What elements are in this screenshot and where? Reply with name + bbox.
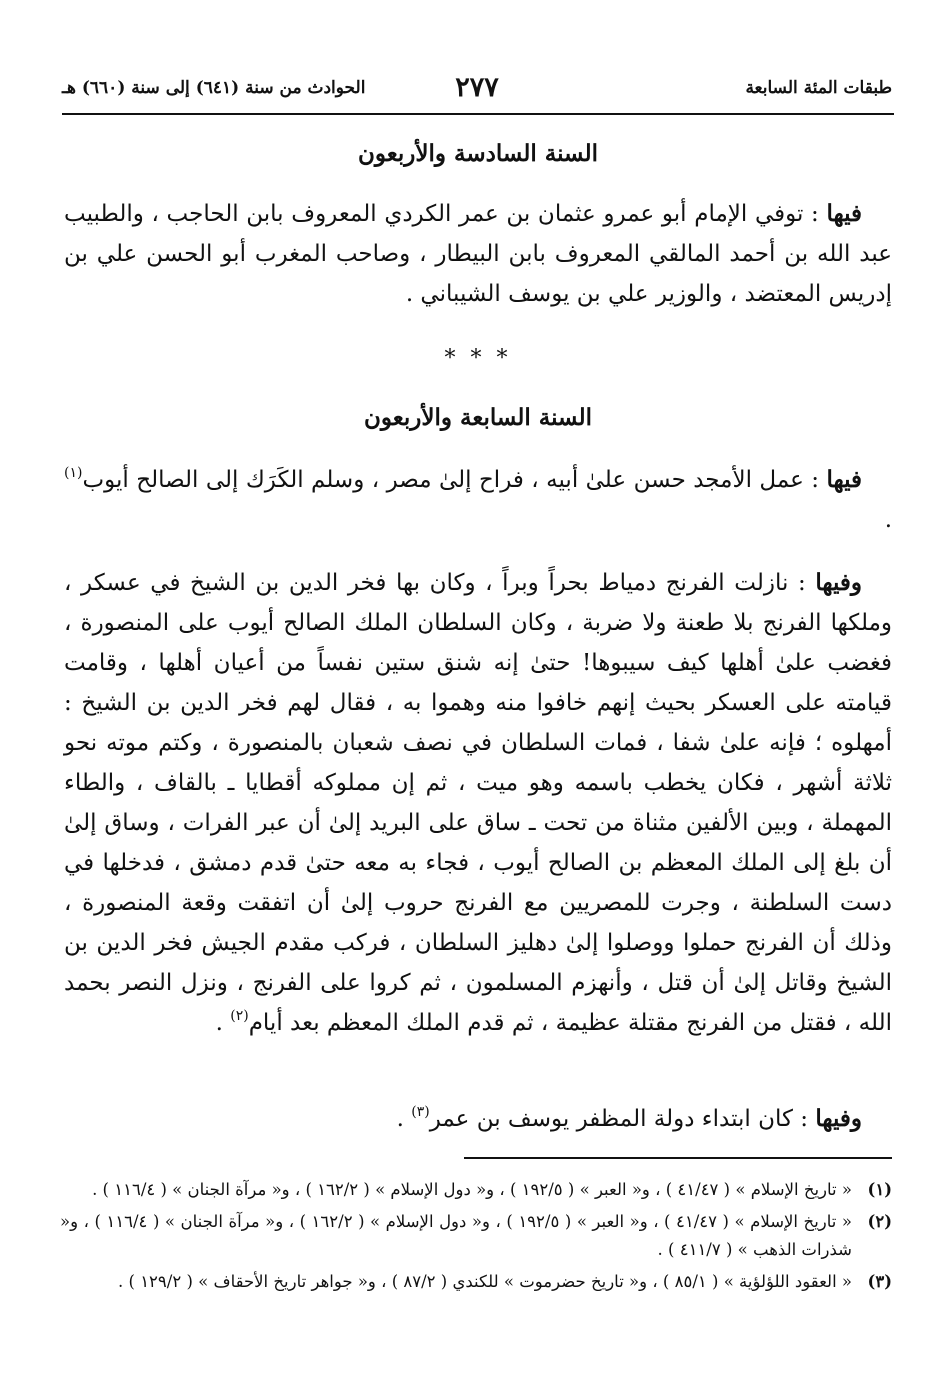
- footnote-text: « العقود اللؤلؤية » ( ٨٥/١ ) ، و« تاريخ حضرموت » للكندي ( ٨٧/٢ ) ، و« جواهر تاريخ الأحقاف » ( ١٢٩/٢ ) .: [118, 1272, 852, 1291]
- footnote: [60, 1176, 892, 1204]
- paragraph-year-47-damietta: [64, 563, 892, 1043]
- header-rule: [62, 113, 894, 115]
- footnote: [60, 1268, 892, 1296]
- paragraph-lead: فيها: [826, 200, 862, 227]
- paragraph-lead: وفيها: [815, 569, 862, 596]
- paragraph-year-47-first: [64, 460, 892, 540]
- footnotes: [60, 1176, 892, 1300]
- section-heading-year-47: السنة السابعة والأربعون: [364, 404, 592, 431]
- paragraph-tail: .: [396, 1106, 412, 1132]
- footnote-number: (١): [867, 1180, 892, 1199]
- page-number: ٢٧٧: [455, 72, 499, 103]
- paragraph-text: : توفي الإمام أبو عمرو عثمان بن عمر الكردي المعروف بابن الحاجب ، والطبيب عبد الله بن أحمد المالقي المعروف بابن البيطار ، وصاحب المغرب أبو الحسن علي بن إدريس المعتضد ، والوزير علي بن يوسف الشيباني .: [64, 201, 892, 307]
- footnote-text: « تاريخ الإسلام » ( ٤١/٤٧ ) ، و« العبر » ( ١٩٢/٥ ) ، و« دول الإسلام » ( ١٦٢/٢ ) ، و« مرآة الجنان » ( ١١٦/٤ ) ، و« شذرات الذهب » ( ٤١١/٧ ) .: [60, 1212, 852, 1259]
- paragraph-text: : عمل الأمجد حسن علىٰ أبيه ، فراح إلىٰ مصر ، وسلم الكَرَك إلى الصالح أيوب: [82, 467, 827, 493]
- footnote-rule: [464, 1157, 892, 1159]
- footnote-number: (٣): [867, 1272, 892, 1291]
- paragraph-year-46: [64, 194, 892, 314]
- footnote-text: « تاريخ الإسلام » ( ٤١/٤٧ ) ، و« العبر » ( ١٩٢/٥ ) ، و« دول الإسلام » ( ١٦٢/٢ ) ، و« مرآة الجنان » ( ١١٦/٤ ) .: [92, 1180, 852, 1199]
- paragraph-lead: فيها: [826, 466, 862, 493]
- section-heading-year-46: السنة السادسة والأربعون: [358, 140, 598, 167]
- paragraph-year-47-muzaffar: [64, 1099, 892, 1139]
- paragraph-tail: .: [884, 507, 892, 533]
- paragraph-lead: وفيها: [815, 1105, 862, 1132]
- running-header-date-range: الحوادث من سنة (٦٤١) إلى سنة (٦٦٠) هـ: [62, 78, 366, 98]
- footnote-marker[interactable]: (١): [64, 465, 83, 481]
- footnote-number: (٢): [867, 1212, 892, 1231]
- running-header-section-title: طبقات المئة السابعة: [745, 78, 892, 98]
- paragraph-text: : كان ابتداء دولة المظفر يوسف بن عمر: [429, 1106, 816, 1132]
- running-header: [62, 72, 892, 112]
- section-divider: * * *: [444, 346, 512, 371]
- paragraph-tail: .: [215, 1010, 231, 1036]
- footnote-marker[interactable]: (٢): [230, 1008, 249, 1024]
- footnote: [60, 1208, 892, 1264]
- footnote-marker[interactable]: (٣): [411, 1104, 430, 1120]
- paragraph-text: : نازلت الفرنج دمياط بحراً وبراً ، وكان بها فخر الدين بن الشيخ في عسكر ، وملكها الفرنج بلا طعنة ولا ضربة ، وكان السلطان الملك الصالح أيوب على المنصورة ، فغضب علىٰ أهلها كيف سيبوها! حتىٰ إنه شنق ستين نفساً من أعيان أهلها ، وقامت قيامته على العسكر بحيث إنهم خافوا منه وهموا به ، فقال لهم فخر الدين بن الشيخ : أمهلوه ؛ فإنه علىٰ شفا ، فمات السلطان في نصف شعبان بالمنصورة ، وكتم موته نحو ثلاثة أشهر ، فكان يخطب باسمه وهو ميت ، ثم إن مملوكه أقطايا ـ بالقاف ، والطاء المهملة ، وبين الألفين مثناة من تحت ـ ساق على البريد إلىٰ أن عبر الفرات ، وساق إلىٰ أن بلغ إلى الملك المعظم بن الصالح أيوب ، فجاء به معه حتىٰ قدم دمشق ، فدخلها في دست السلطنة ، وجرت للمصريين مع الفرنج حروب إلىٰ أن اتفقت وقعة المنصورة ، وذلك أن الفرنج حملوا ووصلوا إلىٰ دهليز السلطان ، فركب مقدم الجيش فخر الدين بن الشيخ وقاتل إلىٰ أن قتل ، وأنهزم المسلمون ، ثم كروا على الفرنج ، ونزل النصر بحمد الله ، فقتل من الفرنج مقتلة عظيمة ، ثم قدم الملك المعظم بعد أيام: [64, 570, 892, 1036]
